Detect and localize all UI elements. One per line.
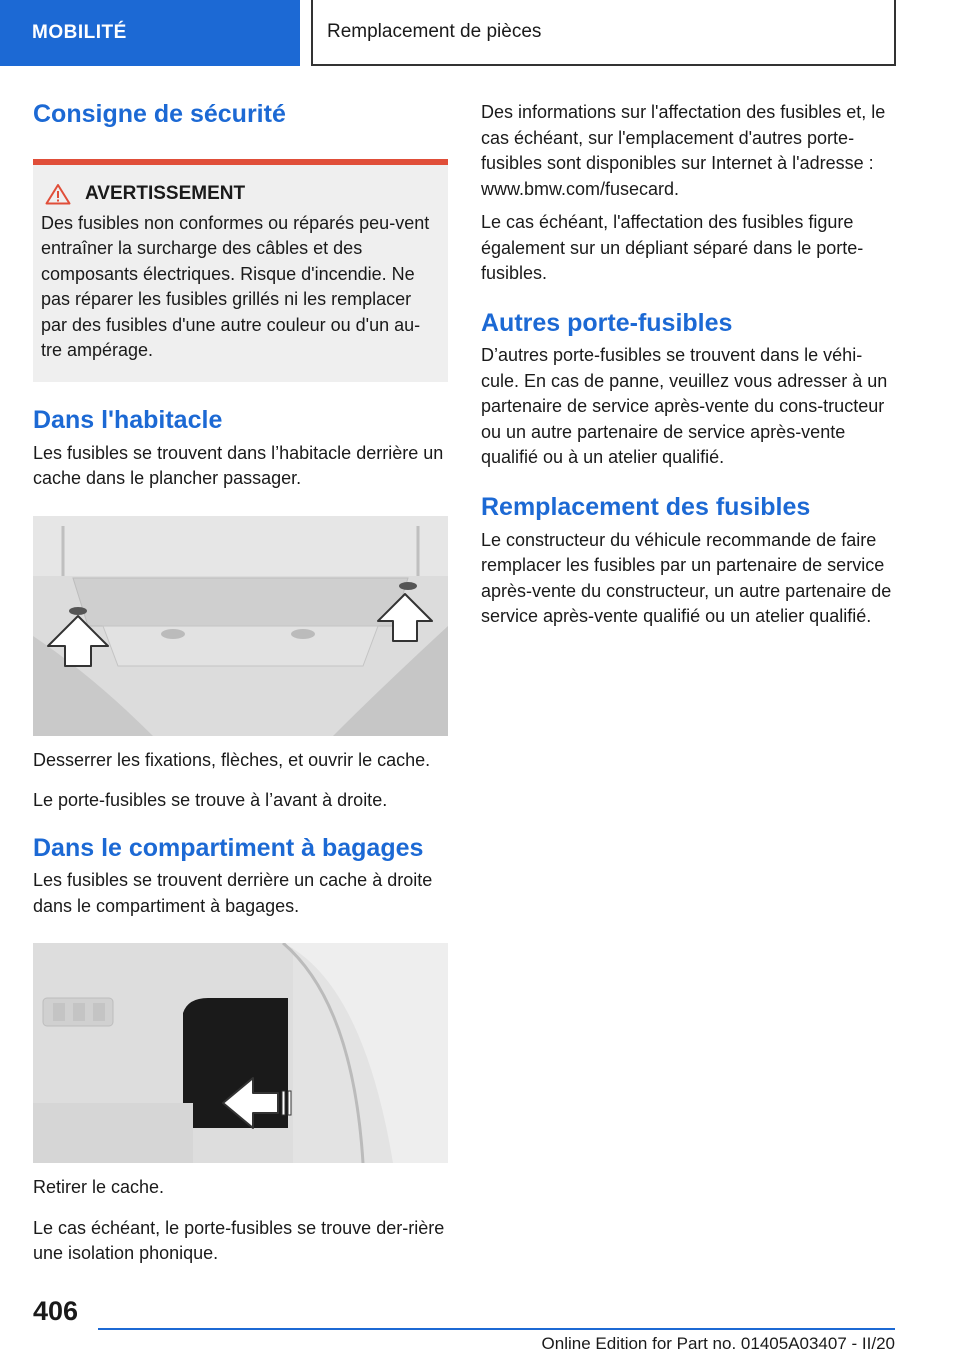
fuse-cover-illustration xyxy=(33,516,448,736)
info-text: Des informations sur l'affectation des fusibles et, le cas échéant, sur l'emplacement d'autres porte-fusibles sont disponibles sur Internet à l'adresse : www.bmw.com/fusecard. xyxy=(481,102,886,199)
warning-header xyxy=(41,183,440,205)
bagages-text: Les fusibles se trouvent derrière un cache à droite dans le compartiment à bagages. xyxy=(33,870,433,916)
warning-text: Des fusibles non conformes ou réparés peu-vent entraîner la surcharge des câbles et des composants électriques. Risque d'incendie. Ne pas réparer les fusibles grillés ni les remplacer par des fusibles d'une autre couleur ou d'un au-tre ampérage. xyxy=(41,212,430,361)
right-column xyxy=(481,100,896,630)
autres-title: Autres porte-fusibles xyxy=(481,308,733,337)
footer-edition: Online Edition for Part no. 01405A03407 - II/20 xyxy=(541,1334,895,1353)
trunk-cover-illustration xyxy=(33,943,448,1163)
left-column xyxy=(33,100,448,1267)
autres-text: D’autres porte-fusibles se trouvent dans le véhi-cule. En cas de panne, veuillez vous adresser à un partenaire de service après-vente du cons-tructeur ou un autre partenaire de service après-vente qualifié ou à un atelier qualifié. xyxy=(481,345,888,468)
warning-triangle-icon xyxy=(45,183,71,205)
bagages-step: Retirer le cache. xyxy=(33,1177,165,1198)
remplacement-text: Le constructeur du véhicule recommande de faire remplacer les fusibles par un partenaire de service après-vente du constructeur, un autre partenaire de service après-vente qualifié ou un atelier qualifié. xyxy=(481,529,892,626)
bagages-note: Le cas échéant, le porte-fusibles se trouve der-rière une isolation phonique. xyxy=(33,1217,445,1264)
habitacle-photo xyxy=(33,516,448,736)
bagages-title: Dans le compartiment à bagages xyxy=(33,833,424,862)
section-tab xyxy=(0,0,300,66)
safety-title: Consigne de sécurité xyxy=(33,100,286,128)
chapter-header xyxy=(311,0,896,66)
chapter-label: Remplacement de pièces xyxy=(327,21,542,42)
habitacle-title: Dans l'habitacle xyxy=(33,405,223,434)
warning-label: AVERTISSEMENT xyxy=(85,182,246,204)
warning-box xyxy=(33,159,448,382)
section-label: MOBILITÉ xyxy=(32,22,127,43)
habitacle-text: Les fusibles se trouvent dans l’habitacle derrière un cache dans le plancher passager. xyxy=(33,442,444,488)
info-text-2: Le cas échéant, l'affectation des fusibles figure également sur un dépliant séparé dans le porte-fusibles. xyxy=(481,212,864,283)
habitacle-step: Desserrer les fixations, flèches, et ouvrir le cache. xyxy=(33,749,431,770)
footer-divider xyxy=(98,1328,895,1330)
habitacle-note: Le porte-fusibles se trouve à l’avant à droite. xyxy=(33,790,388,810)
bagages-photo xyxy=(33,943,448,1163)
remplacement-title: Remplacement des fusibles xyxy=(481,492,811,521)
page-number: 406 xyxy=(33,1296,79,1326)
